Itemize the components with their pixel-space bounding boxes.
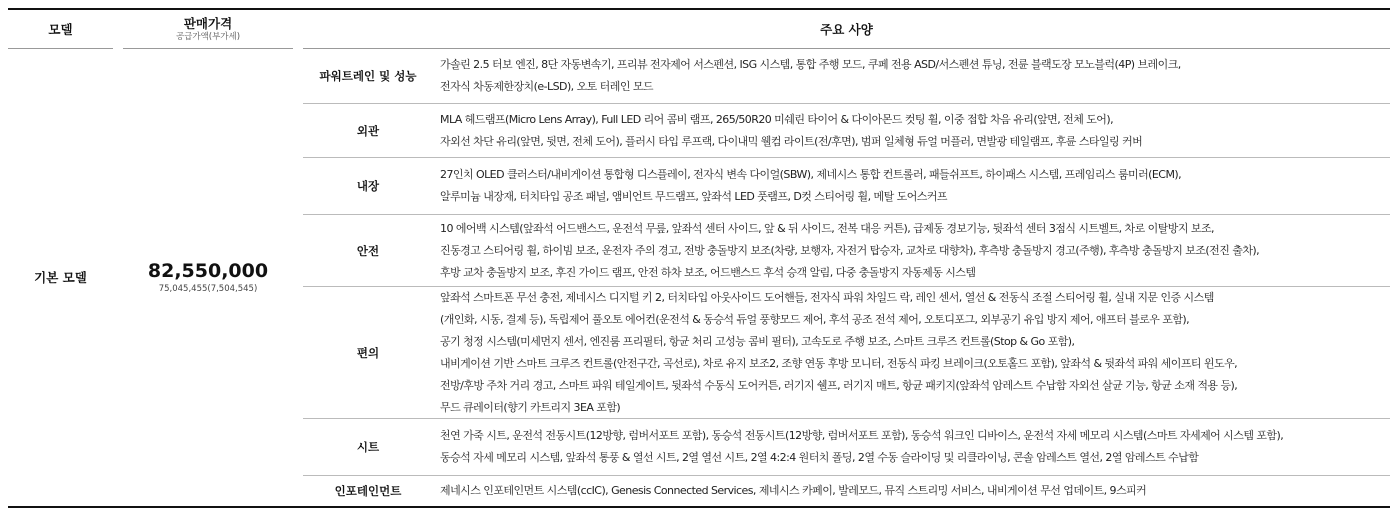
spec-category: 외관 bbox=[356, 123, 380, 138]
spec-line: 자외선 차단 유리(앞면, 뒷면, 전체 도어), 플러시 타입 루프랙, 다이내믹 웰컴 라이트(전/후면), 범퍼 일체형 듀얼 머플러, 면발광 테일램프, 후륜 스타일링 커버 bbox=[440, 134, 1143, 148]
spec-category: 시트 bbox=[356, 440, 380, 454]
spec-row-convenience bbox=[303, 287, 1390, 419]
spec-row-powertrain bbox=[303, 48, 1390, 104]
spec-description bbox=[433, 476, 1390, 506]
header-price-sublabel: 공급가액(부가세) bbox=[175, 31, 241, 42]
spec-description bbox=[433, 419, 1390, 475]
spec-line: 천연 가죽 시트, 운전석 전동시트(12방향, 럼버서포트 포함), 동승석 전동시트(12방향, 럼버서포트 포함), 동승석 워크인 디바이스, 운전석 자세 메모리 시스템(스마트 자세제어 시스템 포함), bbox=[440, 429, 1284, 442]
spec-row-infotainment bbox=[303, 476, 1390, 506]
spec-line: 27인치 OLED 클러스터/내비게이션 통합형 디스플레이, 전자식 변속 다이얼(SBW), 제네시스 통합 컨트롤러, 패들쉬프트, 하이패스 시스템, 프레임리스 룸미러(ECM), bbox=[440, 168, 1182, 181]
spec-line: MLA 헤드램프(Micro Lens Array), Full LED 리어 콤비 램프, 265/50R20 미쉐린 타이어 & 다이아몬드 컷팅 휠, 이중 접합 차음 유리(앞면, 전체 도어), bbox=[440, 112, 1114, 126]
spec-line: 전자식 차동제한장치(e-LSD), 오토 터레인 모드 bbox=[440, 79, 653, 93]
spec-row-interior bbox=[303, 158, 1390, 215]
header-spec bbox=[303, 10, 1390, 49]
spec-description bbox=[433, 287, 1390, 418]
spec-row-exterior bbox=[303, 104, 1390, 158]
bottom-rule bbox=[8, 506, 1390, 508]
price-cell bbox=[123, 48, 293, 506]
header-model bbox=[8, 10, 113, 49]
spec-line: 제네시스 인포테인먼트 시스템(ccIC), Genesis Connected Services, 제네시스 카페이, 발레모드, 뮤직 스트리밍 서비스, 내비게이션 무선 업데이트, 9스피커 bbox=[440, 484, 1147, 497]
header-spec-label: 주요 사양 bbox=[820, 21, 873, 37]
spec-category: 인포테인먼트 bbox=[334, 484, 402, 498]
spec-line: 공기 청정 시스템(미세먼지 센서, 엔진룸 프리필터, 항균 처리 고성능 콤비 필터), 고속도로 주행 보조, 스마트 크루즈 컨트롤(Stop & Go 포함), bbox=[440, 334, 1075, 348]
spec-description bbox=[433, 48, 1390, 103]
spec-category: 내장 bbox=[356, 179, 380, 193]
price-detail: 75,045,455(7,504,545) bbox=[158, 284, 258, 294]
spec-line: 진동경고 스티어링 휠, 하이빔 보조, 운전자 주의 경고, 전방 충돌방지 보조(차량, 보행자, 자전거 탑승자, 교차로 대향차), 후측방 충돌방지 경고(주행), 후측방 충돌방지 보조(전진 출차), bbox=[440, 243, 1260, 257]
spec-line: 후방 교차 충돌방지 보조, 후진 가이드 램프, 안전 하차 보조, 어드밴스드 후석 승객 알림, 다중 충돌방지 자동제동 시스템 bbox=[440, 265, 976, 279]
spec-line: (개인화, 시동, 결제 등), 독립제어 풀오토 에어컨(운전석 & 동승석 듀얼 풍향모드 제어, 후석 공조 전석 제어, 오토디포그, 외부공기 유입 방지 제어, 애프터 블로우 포함), bbox=[440, 312, 1190, 326]
spec-description bbox=[433, 215, 1390, 286]
header-price-label: 판매가격 bbox=[183, 15, 233, 31]
spec-line: 가솔린 2.5 터보 엔진, 8단 자동변속기, 프리뷰 전자제어 서스펜션, ISG 시스템, 통합 주행 모드, 쿠페 전용 ASD/서스펜션 튜닝, 전륜 블랙도장 모노블럭(4P) 브레이크, bbox=[440, 57, 1181, 71]
price-value: 82,550,000 bbox=[147, 260, 269, 282]
spec-line: 동승석 자세 메모리 시스템, 앞좌석 통풍 & 열선 시트, 2열 열선 시트, 2열 4:2:4 원터치 폴딩, 2열 수동 슬라이딩 및 리클라이닝, 콘솔 암레스트 열선, 2열 암레스트 수납함 bbox=[440, 451, 1199, 464]
spec-description bbox=[433, 158, 1390, 214]
spec-description bbox=[433, 104, 1390, 157]
header-model-label: 모델 bbox=[48, 21, 73, 37]
header-price bbox=[123, 10, 293, 49]
spec-category: 편의 bbox=[356, 345, 380, 360]
spec-line: 전방/후방 주차 거리 경고, 스마트 파워 테일게이트, 뒷좌석 수동식 도어커튼, 러기지 쉘프, 러기지 매트, 항균 패키지(앞좌석 암레스트 수납함 자외선 살균 기능, 항균 소재 적용 등), bbox=[440, 378, 1238, 392]
spec-category: 안전 bbox=[356, 243, 380, 258]
spec-line: 앞좌석 스마트폰 무선 충전, 제네시스 디지털 키 2, 터치타입 아웃사이드 도어핸들, 전자식 파워 차일드 락, 레인 센서, 열선 & 전동식 조절 스티어링 휠, 실내 지문 인증 시스템 bbox=[440, 290, 1214, 304]
spec-line: 10 에어백 시스템(앞좌석 어드밴스드, 운전석 무릎, 앞좌석 센터 사이드, 앞 & 뒤 사이드, 전복 대응 커튼), 급제동 경보기능, 뒷좌석 센터 3점식 시트벨트, 차로 이탈방지 보조, bbox=[440, 221, 1215, 235]
spec-row-seats bbox=[303, 419, 1390, 476]
spec-category: 파워트레인 및 성능 bbox=[319, 68, 417, 83]
spec-row-safety bbox=[303, 215, 1390, 287]
model-name: 기본 모델 bbox=[34, 270, 87, 285]
spec-line: 알루미늄 내장재, 터치타입 공조 패널, 앰비언트 무드램프, 앞좌석 LED 풋램프, D컷 스티어링 휠, 메탈 도어스커프 bbox=[440, 190, 947, 203]
spec-line: 무드 큐레이터(향기 카트리지 3EA 포함) bbox=[440, 400, 621, 414]
spec-line: 내비게이션 기반 스마트 크루즈 컨트롤(안전구간, 곡선로), 차로 유지 보조2, 조향 연동 후방 모니터, 전동식 파킹 브레이크(오토홀드 포함), 앞좌석 & 뒷좌석 파워 세이프티 윈도우, bbox=[440, 356, 1238, 370]
